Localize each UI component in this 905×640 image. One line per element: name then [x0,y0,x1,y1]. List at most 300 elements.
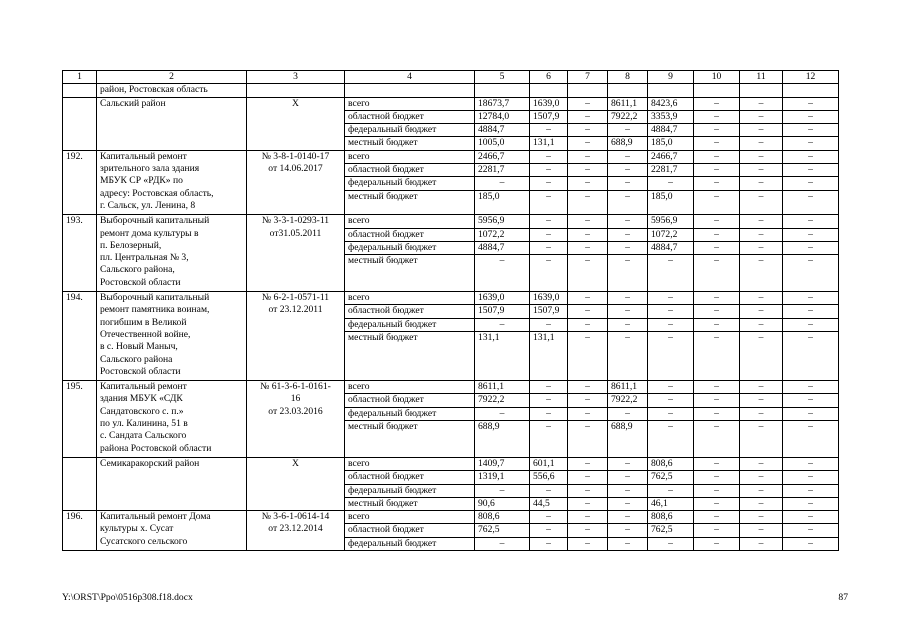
value-cell: – [740,497,783,510]
budget-source: областной бюджет [345,471,475,484]
value-cell: – [740,537,783,550]
budget-source: федеральный бюджет [345,318,475,331]
value-cell: – [530,381,568,394]
table-row [63,381,839,394]
value-cell: – [475,255,530,292]
value-cell: – [783,190,839,215]
object-name-line: адресу: Ростовская область, [100,187,214,199]
value-cell: – [608,537,648,550]
value-cell: 601,1 [530,457,568,470]
budget-source: всего [345,215,475,228]
column-header-10: 10 [694,71,740,84]
value-cell: – [783,150,839,163]
value-cell: – [694,150,740,163]
value-cell: – [783,177,839,190]
value-cell: – [530,255,568,292]
value-cell: – [783,228,839,241]
value-cell: – [694,421,740,458]
value-cell: 688,9 [475,421,530,458]
value-cell: – [648,292,694,305]
value-cell: – [740,124,783,137]
value-cell: – [694,110,740,123]
row-number: 194. [63,292,97,381]
document-ref [247,457,345,510]
document-ref [247,215,345,292]
row-number [63,97,97,150]
value-cell: – [694,137,740,150]
object-name-line: погибшим в Великой [100,316,187,328]
value-cell: 7922,2 [608,110,648,123]
value-cell: 7922,2 [608,394,648,407]
object-name-line: Капитальный ремонт [100,150,187,162]
value-cell: – [608,331,648,380]
value-cell: – [740,228,783,241]
budget-source: всего [345,150,475,163]
budget-source: федеральный бюджет [345,407,475,420]
object-name-line: Ростовской области [100,276,181,288]
value-cell: – [648,407,694,420]
value-cell: – [475,407,530,420]
value-cell: – [694,511,740,524]
value-cell: – [694,524,740,537]
object-name [97,381,247,458]
document-ref-line: № 3-8-1-0140-17 [261,150,330,162]
document-ref-line: № 3-3-1-0293-11 [261,215,330,227]
value-cell: – [740,524,783,537]
value-cell: – [568,190,608,215]
value-cell: – [740,471,783,484]
value-cell: – [568,110,608,123]
document-ref [247,292,345,381]
value-cell: 46,1 [648,497,694,510]
value-cell: 185,0 [475,190,530,215]
value-cell: 8611,1 [608,97,648,110]
value-cell: – [740,394,783,407]
value-cell: – [530,190,568,215]
value-cell: – [568,511,608,524]
object-name-line: Выборочный капитальный [100,292,210,304]
value-cell: – [530,394,568,407]
budget-source: областной бюджет [345,394,475,407]
value-cell: 18673,7 [475,97,530,110]
value-cell: – [568,524,608,537]
budget-source: всего [345,97,475,110]
value-cell: – [530,124,568,137]
value-cell: – [648,255,694,292]
value-cell: 185,0 [648,190,694,215]
value-cell: 762,5 [648,471,694,484]
value-cell: 1005,0 [475,137,530,150]
budget-source: областной бюджет [345,524,475,537]
value-cell: 1639,0 [475,292,530,305]
budget-source: всего [345,457,475,470]
object-name [97,150,247,214]
value-cell: – [694,292,740,305]
budget-source: всего [345,381,475,394]
column-header-3: 3 [247,71,345,84]
value-cell: – [530,228,568,241]
value-cell: – [608,457,648,470]
value-cell: – [694,164,740,177]
value-cell: – [783,421,839,458]
document-ref-line: № 3-6-1-0614-14 [261,511,330,523]
value-cell: – [694,407,740,420]
document-ref-line: от 14.06.2017 [268,163,323,175]
value-cell: – [783,124,839,137]
value-cell: – [568,177,608,190]
value-cell: – [783,292,839,305]
cell [608,84,648,97]
value-cell: – [568,137,608,150]
value-cell: 1507,9 [530,110,568,123]
value-cell: – [740,318,783,331]
value-cell: – [694,215,740,228]
table-row [63,292,839,305]
value-cell: – [608,497,648,510]
row-number: 196. [63,511,97,551]
value-cell: – [740,164,783,177]
cell [475,84,530,97]
value-cell: – [694,177,740,190]
value-cell: – [568,228,608,241]
object-name-line: района Ростовской области [100,442,212,454]
value-cell: 5956,9 [648,215,694,228]
column-header-7: 7 [568,71,608,84]
value-cell: 1507,9 [475,305,530,318]
value-cell: – [783,394,839,407]
budget-source: местный бюджет [345,421,475,458]
value-cell: 2281,7 [475,164,530,177]
value-cell: 1507,9 [530,305,568,318]
budget-source: местный бюджет [345,255,475,292]
document-ref-line: от31.05.2011 [269,227,322,239]
budget-source: федеральный бюджет [345,177,475,190]
object-name-line: Отечественной войне, [100,328,191,340]
row-number: 192. [63,150,97,214]
value-cell: – [568,292,608,305]
value-cell: – [475,177,530,190]
value-cell: – [608,305,648,318]
value-cell: – [530,150,568,163]
value-cell: – [783,497,839,510]
value-cell: – [783,241,839,254]
value-cell: – [783,471,839,484]
value-cell: – [783,537,839,550]
value-cell: 808,6 [475,511,530,524]
budget-source: федеральный бюджет [345,484,475,497]
value-cell: – [783,255,839,292]
column-header-5: 5 [475,71,530,84]
value-cell: – [568,407,608,420]
budget-table [62,70,839,551]
value-cell: – [783,137,839,150]
object-name-line: Сусатского сельского [100,535,188,547]
value-cell: – [568,331,608,380]
value-cell: – [568,97,608,110]
cell [648,84,694,97]
value-cell: 4884,7 [648,124,694,137]
budget-source: местный бюджет [345,331,475,380]
value-cell: – [783,215,839,228]
value-cell: – [694,97,740,110]
value-cell: – [608,164,648,177]
value-cell: – [694,190,740,215]
object-name-line: зрительного зала здания [100,163,200,175]
document-ref [247,381,345,458]
value-cell: – [740,241,783,254]
value-cell: – [568,124,608,137]
value-cell: – [648,421,694,458]
district-name: Сальский район [97,97,247,150]
value-cell: 808,6 [648,457,694,470]
value-cell: – [740,215,783,228]
value-cell: 4884,7 [475,124,530,137]
value-cell: 4884,7 [475,241,530,254]
cell [247,84,345,97]
value-cell: – [740,177,783,190]
value-cell: 808,6 [648,511,694,524]
value-cell: 2466,7 [648,150,694,163]
value-cell: – [530,421,568,458]
value-cell: – [783,524,839,537]
object-name-line: ремонт дома культуры в [100,227,199,239]
value-cell: 12784,0 [475,110,530,123]
value-cell: – [648,305,694,318]
value-cell: – [694,394,740,407]
value-cell: – [783,110,839,123]
budget-source: всего [345,511,475,524]
value-cell: – [694,537,740,550]
value-cell: – [648,381,694,394]
district-name: Семикаракорский район [97,457,247,510]
value-cell: – [783,484,839,497]
object-name-line: здания МБУК «СДК [100,393,183,405]
value-cell: 7922,2 [475,394,530,407]
column-header-1: 1 [63,71,97,84]
object-name [97,292,247,381]
value-cell: – [783,97,839,110]
value-cell: – [530,241,568,254]
value-cell: 762,5 [648,524,694,537]
value-cell: – [475,537,530,550]
value-cell: 8611,1 [475,381,530,394]
value-cell: – [608,177,648,190]
value-cell: 556,6 [530,471,568,484]
budget-source: всего [345,292,475,305]
cell [694,84,740,97]
value-cell: – [530,318,568,331]
value-cell: – [740,150,783,163]
value-cell: – [568,471,608,484]
value-cell: – [530,511,568,524]
budget-source: местный бюджет [345,190,475,215]
value-cell: – [608,124,648,137]
document-ref [247,150,345,214]
value-cell: – [694,457,740,470]
budget-source: областной бюджет [345,110,475,123]
object-name-line: МБУК СР «РДК» по [100,175,183,187]
value-cell: – [694,228,740,241]
object-name-line: пл. Центральная № 3, [100,252,189,264]
value-cell: – [608,190,648,215]
value-cell: – [530,177,568,190]
document-ref-line: № 6-2-1-0571-11 [261,292,330,304]
value-cell: – [608,484,648,497]
column-header-9: 9 [648,71,694,84]
document-ref-line: Х [292,457,299,469]
value-cell: 90,6 [475,497,530,510]
value-cell: 1639,0 [530,292,568,305]
value-cell: – [783,407,839,420]
object-name-line: Сандатовского с. п.» [100,405,184,417]
cell [783,84,839,97]
cell [740,84,783,97]
cell [568,84,608,97]
value-cell: 185,0 [648,137,694,150]
value-cell: – [608,407,648,420]
row-number: 195. [63,381,97,458]
cell [63,84,97,97]
value-cell: – [568,241,608,254]
object-name-line: с. Сандата Сальского [100,430,187,442]
value-cell: – [648,394,694,407]
value-cell: – [608,471,648,484]
value-cell: 688,9 [608,421,648,458]
budget-source: федеральный бюджет [345,241,475,254]
value-cell: – [783,511,839,524]
document-ref-line: 16 [290,393,301,405]
table-row [63,457,839,470]
value-cell: – [568,215,608,228]
value-cell: – [783,457,839,470]
value-cell: 5956,9 [475,215,530,228]
value-cell: – [568,484,608,497]
value-cell: – [608,215,648,228]
value-cell: – [740,255,783,292]
footer-page-number: 87 [838,592,848,603]
table-row [63,511,839,524]
value-cell: 8423,6 [648,97,694,110]
value-cell: – [740,305,783,318]
value-cell: – [608,228,648,241]
value-cell: – [530,524,568,537]
object-name-line: г. Сальск, ул. Ленина, 8 [100,199,196,211]
value-cell: – [694,471,740,484]
object-name-line: Капитальный ремонт Дома [100,511,211,523]
value-cell: – [694,331,740,380]
value-cell: – [648,177,694,190]
cell [345,84,475,97]
budget-source: федеральный бюджет [345,124,475,137]
value-cell: – [694,484,740,497]
object-name-line: Сальского района, [100,264,175,276]
budget-source: местный бюджет [345,497,475,510]
object-name-line: Выборочный капитальный [100,215,210,227]
value-cell: – [648,537,694,550]
value-cell: – [740,190,783,215]
region-continuation: район, Ростовская область [97,84,247,97]
document-ref-line: от 23.03.2016 [268,405,323,417]
cell [530,84,568,97]
value-cell: 131,1 [530,137,568,150]
value-cell: – [530,164,568,177]
object-name [97,511,247,551]
object-name-line: Капитальный ремонт [100,381,187,393]
column-header-8: 8 [608,71,648,84]
object-name-line: ремонт памятника воинам, [100,304,210,316]
table-row [63,215,839,228]
value-cell: – [475,318,530,331]
column-header-6: 6 [530,71,568,84]
value-cell: 1072,2 [475,228,530,241]
document-ref-line: от 23.12.2011 [268,304,323,316]
object-name-line: п. Белозерный, [100,239,162,251]
value-cell: 44,5 [530,497,568,510]
budget-source: федеральный бюджет [345,537,475,550]
value-cell: 4884,7 [648,241,694,254]
value-cell: 8611,1 [608,381,648,394]
value-cell: – [740,97,783,110]
value-cell: – [568,381,608,394]
value-cell: – [530,215,568,228]
budget-source: областной бюджет [345,228,475,241]
document-ref [247,97,345,150]
table-row [63,97,839,110]
value-cell: – [568,497,608,510]
value-cell: – [568,457,608,470]
value-cell: – [694,124,740,137]
value-cell: 1072,2 [648,228,694,241]
value-cell: – [740,457,783,470]
value-cell: – [740,421,783,458]
column-header-2: 2 [97,71,247,84]
value-cell: – [568,394,608,407]
value-cell: – [740,110,783,123]
value-cell: – [783,164,839,177]
value-cell: 762,5 [475,524,530,537]
value-cell: 1319,1 [475,471,530,484]
value-cell: – [740,292,783,305]
value-cell: – [568,164,608,177]
value-cell: – [648,484,694,497]
value-cell: – [783,318,839,331]
value-cell: – [783,381,839,394]
value-cell: – [694,305,740,318]
budget-source: местный бюджет [345,137,475,150]
object-name [97,215,247,292]
budget-source: областной бюджет [345,164,475,177]
value-cell: – [648,331,694,380]
value-cell: – [694,255,740,292]
value-cell: – [568,318,608,331]
value-cell: – [568,537,608,550]
value-cell: – [530,407,568,420]
value-cell: – [608,241,648,254]
row-number [63,457,97,510]
table-row [63,150,839,163]
footer-file-path: Y:\ORST\Ppo\0516p308.f18.docx [62,592,193,603]
column-header-12: 12 [783,71,839,84]
value-cell: – [475,484,530,497]
value-cell: – [694,381,740,394]
object-name-line: в с. Новый Маныч, [100,341,178,353]
value-cell: – [740,484,783,497]
value-cell: – [608,511,648,524]
column-header-4: 4 [345,71,475,84]
value-cell: – [740,137,783,150]
value-cell: – [608,292,648,305]
value-cell: – [568,305,608,318]
